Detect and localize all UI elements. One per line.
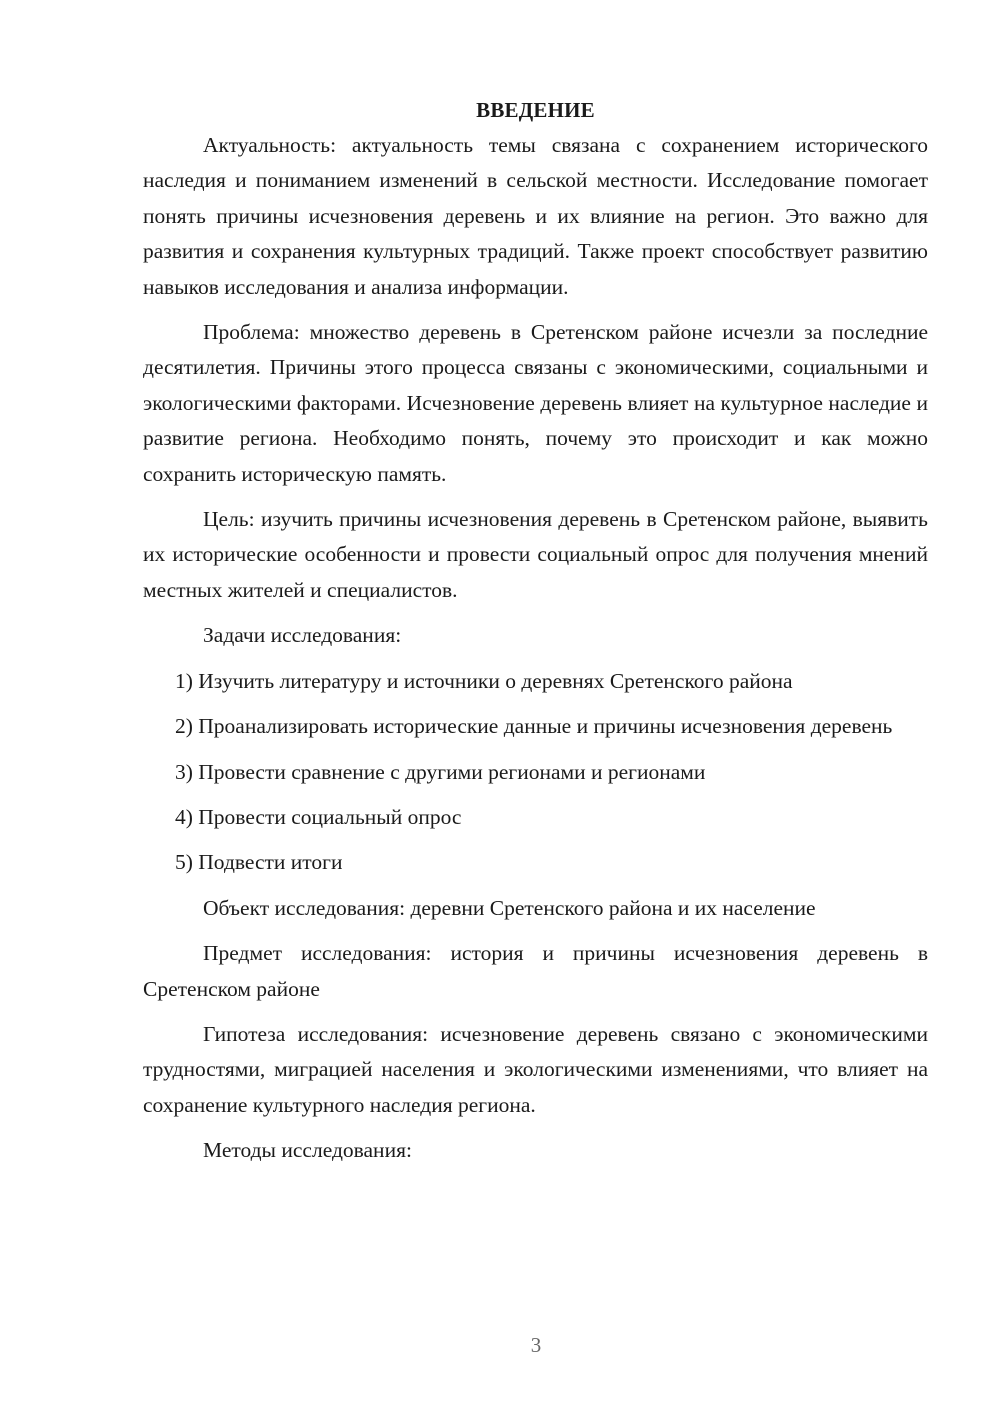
document-page bbox=[143, 93, 928, 1179]
page-number: 3 bbox=[530, 1333, 542, 1357]
section-heading: ВВЕДЕНИЕ bbox=[476, 98, 595, 122]
object-paragraph: Объект исследования: деревни Сретенского района и их население bbox=[203, 895, 816, 920]
hypothesis-paragraph: Гипотеза исследования: исчезновение деревень связано с экономическими трудностями, миграцией населения и экологическими изменениями, что влияет на сохранение культурного наследия региона. bbox=[143, 1021, 928, 1117]
relevance-paragraph: Актуальность: актуальность темы связана с сохранением исторического наследия и пониманием изменений в сельской местности. Исследование помогает понять причины исчезновения деревень и их влияние на регион. Это важно для развития и сохранения культурных традиций. Также проект способствует развитию навыков исследования и анализа информации. bbox=[143, 133, 928, 299]
task-item-4: 4) Провести социальный опрос bbox=[175, 804, 462, 829]
tasks-heading: Задачи исследования: bbox=[203, 623, 402, 648]
goal-paragraph: Цель: изучить причины исчезновения деревень в Сретенском районе, выявить их исторические особенности и провести социальный опрос для получения мнений местных жителей и специалистов. bbox=[143, 507, 928, 602]
task-item-5: 5) Подвести итоги bbox=[175, 850, 343, 875]
methods-heading: Методы исследования: bbox=[203, 1138, 412, 1163]
subject-paragraph: Предмет исследования: история и причины исчезновения деревень в Сретенском районе bbox=[143, 941, 928, 1001]
problem-paragraph: Проблема: множество деревень в Сретенском районе исчезли за последние десятилетия. Причины этого процесса связаны с экономическими, социальными и экологическими факторами. Исчезновение деревень влияет на культурное наследие и развитие региона. Необходимо понять, почему это происходит и как можно сохранить историческую память. bbox=[143, 320, 928, 486]
task-item-1: 1) Изучить литературу и источники о деревнях Сретенского района bbox=[175, 668, 793, 693]
task-item-2: 2) Проанализировать исторические данные и причины исчезновения деревень bbox=[175, 714, 893, 739]
task-item-3: 3) Провести сравнение с другими регионами и регионами bbox=[175, 759, 706, 784]
